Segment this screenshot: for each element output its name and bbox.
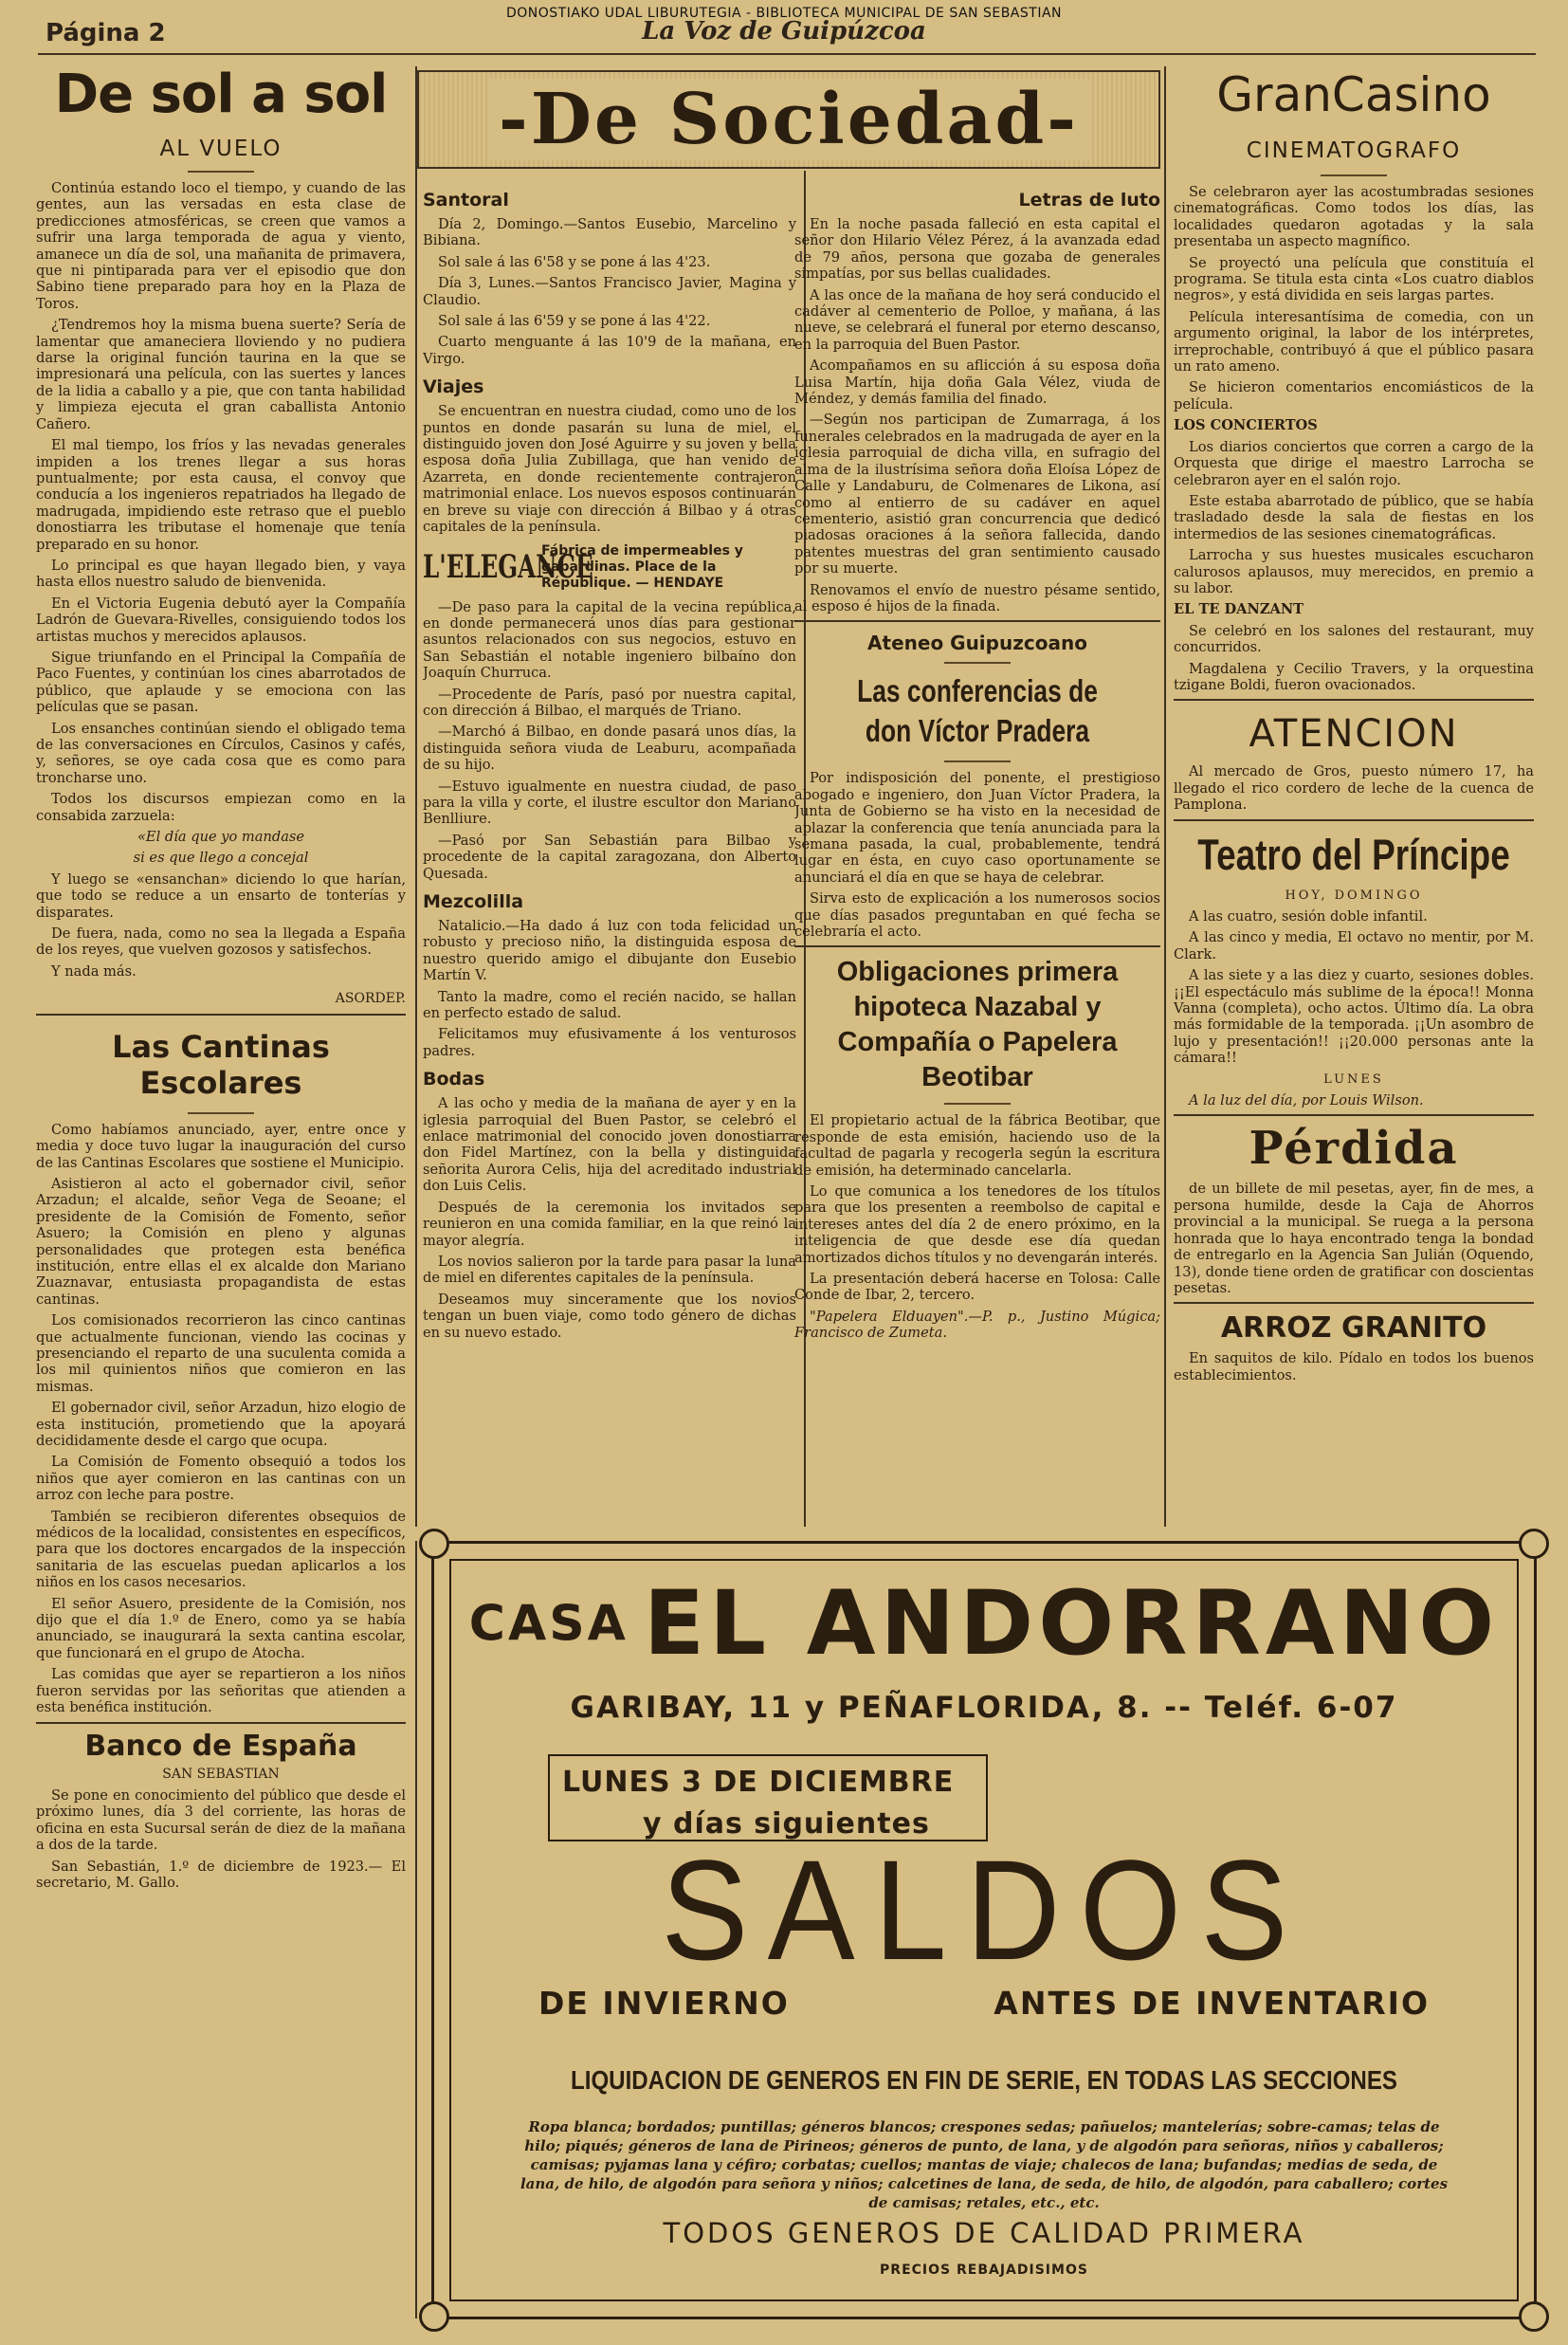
article-paragraph: Se proyectó una película que constituía el programa. Se titula esta cinta «Los cuatro diablos negros», y está dividida en seis largas partes. <box>1174 254 1534 304</box>
article-paragraph: Sol sale á las 6'59 y se pone á las 4'22. <box>438 313 711 330</box>
ad-precios: PRECIOS REBAJADISIMOS <box>880 2263 1088 2278</box>
divider <box>188 171 254 173</box>
article-paragraph: Magdalena y Cecilio Travers, y la orquestina tzigane Boldi, fueron ovacionados. <box>1174 660 1534 693</box>
article-paragraph: Por indisposición del ponente, el prestigioso abogado e ingeniero, don Juan Víctor Pradera, la Junta de Gobierno se ha visto en la necesidad de aplazar la conferencia que tenía anunciada para la semana pasada, la cual, probablemente, tendrá lugar en ésta, en cuyo caso oportunamente se anunciará el día en que se haya de celebrar. <box>794 770 1160 886</box>
article-paragraph: Tanto la madre, como el recién nacido, se hallan en perfecto estado de salud. <box>423 988 796 1022</box>
article-paragraph: A las ocho y media de la mañana de ayer y en la iglesia parroquial del Buen Pastor, se celebró el enlace matrimonial del conocido joven donostiarra don Fidel Martínez, con la bella y distinguida señorita Aurora Celis, hija del acreditado industrial don Luis Celis. <box>423 1095 796 1195</box>
ad-saldos: SALDOS <box>661 1830 1307 1989</box>
article-paragraph: En el Victoria Eugenia debutó ayer la Compañía Ladrón de Guevara-Rivelles, consiguiendo todos los artistas muchos y merecidos aplausos. <box>36 595 406 645</box>
article-paragraph: De fuera, nada, como no sea la llegada a España de los reyes, que vuelven gozosos y satisfechos. <box>36 925 406 959</box>
ad-date-line-1: LUNES 3 DE DICIEMBRE <box>562 1766 955 1799</box>
article-paragraph: Renovamos el envío de nuestro pésame sentido, al esposo é hijos de la finada. <box>794 581 1160 614</box>
article-paragraph: Los novios salieron por la tarde para pasar la luna de miel en diferentes capitales de la península. <box>423 1253 796 1287</box>
article-paragraph: Día 3, Lunes.—Santos Francisco Javier, Magina y Claudio. <box>423 275 796 308</box>
section-title-conferencias: Las conferencias de don Víctor Pradera <box>857 673 1098 749</box>
ad-calidad: TODOS GENEROS DE CALIDAD PRIMERA <box>663 2217 1305 2249</box>
ornament-corner <box>1519 1529 1549 1559</box>
article-paragraph: Al mercado de Gros, puesto número 17, ha llegado el rico cordero de leche de la cuenca de Pamplona. <box>1174 763 1534 814</box>
article-paragraph: Y luego se «ensanchan» diciendo lo que harían, que todo se reduce a un ensarto de tonterías y disparates. <box>36 870 406 921</box>
article-paragraph: Acompañamos en su aflicción á su esposa doña Luisa Martín, hija doña Gala Vélez, viuda de Méndez, y demás familia del finado. <box>794 357 1160 408</box>
divider <box>1174 699 1534 701</box>
teatro-day: HOY, DOMINGO <box>1285 888 1423 903</box>
article-paragraph: Las comidas que ayer se repartieron a los niños fueron servidas por las señoritas que atienden a esta benéfica institución. <box>36 1666 406 1716</box>
section-subtitle-al-vuelo: AL VUELO <box>159 137 283 161</box>
ad-antes-inventario: ANTES DE INVENTARIO <box>994 1985 1430 2022</box>
article-paragraph: La Comisión de Fomento obsequió a todos los niños que ayer comieron en las cantinas con un arroz con leche para postre. <box>36 1454 406 1504</box>
article-paragraph: —Pasó por San Sebastián para Bilbao y procedente de la capital zaragozana, don Alberto Quesada. <box>423 832 796 882</box>
article-paragraph: Los ensanches continúan siendo el obligado tema de las conversaciones en Círculos, Casinos y cafés, y, señores, se oye cada cosa que es como para troncharse uno. <box>36 720 406 786</box>
article-paragraph: Asistieron al acto el gobernador civil, señor Arzadun; el alcalde, señor Vega de Seoane; el presidente de la Comisión de Fomento, señor Asuero; la Comisión en pleno y algunas personalidades que protegen esta benéfica institución, entre ellas el ex alcalde don Mariano Zuaznavar, entusiasta propagandista de estas cantinas. <box>36 1175 406 1308</box>
divider <box>944 662 1011 664</box>
section-title-atencion: ATENCION <box>1249 712 1459 757</box>
divider <box>944 1103 1011 1105</box>
article-paragraph: Se encuentran en nuestra ciudad, como uno de los puntos en donde pasarán su luna de miel, el distinguido joven don José Aguirre y su joven y bella esposa doña Julia Zubillaga, que han venido de Azarreta, en donde recientemente contrajeron matrimonial enlace. Los nuevos esposos continuarán en breve su viaje con dirección á Bilbao y á otras capitales de la península. <box>423 403 796 536</box>
article-paragraph: Se celebró en los salones del restaurant, muy concurridos. <box>1174 622 1534 656</box>
article-paragraph: —De paso para la capital de la vecina república, en donde permanecerá unos días para gestionar asuntos relacionados con sus negocios, estuvo en San Sebastián el notable ingeniero bilbaíno don Joaquín Churruca. <box>423 598 796 682</box>
article-paragraph: Lo principal es que hayan llegado bien, y vaya hasta ellos nuestro saludo de bienvenida. <box>36 557 406 591</box>
divider <box>1174 1302 1534 1304</box>
article-paragraph: Todos los discursos empiezan como en la consabida zarzuela: <box>36 791 406 824</box>
ad-headline <box>434 1572 1534 1676</box>
section-title-mezcolilla: Mezcolilla <box>423 891 524 912</box>
article-paragraph: ¿Tendremos hoy la misma buena suerte? Sería de lamentar que amaneciera lloviendo y no pudiera darse la original función taurina en la que se impresionará una película, con las suertes y lances de la lidia a caballo y a pie, que con tanta habilidad y limpieza ejecuta el gran caballista Antonio Cañero. <box>36 317 406 432</box>
ad-date-line-2: y días siguientes <box>643 1807 930 1841</box>
ad-casa: CASA <box>468 1595 629 1653</box>
divider <box>1174 819 1534 821</box>
column-2 <box>423 180 796 1527</box>
el-andorrano-advertisement <box>431 1541 1537 2319</box>
column-divider <box>415 66 417 1527</box>
archive-label: DONOSTIAKO UDAL LIBURUTEGIA - BIBLIOTECA MUNICIPAL DE SAN SEBASTIAN <box>505 6 1063 21</box>
article-paragraph: A las cinco y media, El octavo no mentir, por M. Clark. <box>1174 929 1534 962</box>
article-paragraph: El señor Asuero, presidente de la Comisión, nos dijo que el día 1.º de Enero, como ya se había anunciado, se inaugurará la sexta cantina escolar, que funcionará en el grupo de Atocha. <box>36 1595 406 1661</box>
article-paragraph: Después de la ceremonia los invitados se reunieron en una comida familiar, en la que reinó la mayor alegría. <box>423 1199 796 1249</box>
column-divider <box>1164 66 1166 1527</box>
divider <box>1174 1114 1534 1116</box>
article-paragraph: Deseamos muy sinceramente que los novios tengan un buen viaje, como todo género de dichas en su nuevo estado. <box>423 1291 796 1341</box>
article-paragraph: "Papelera Elduayen".—P. p., Justino Múgica; Francisco de Zumeta. <box>794 1308 1160 1342</box>
section-title-banco: Banco de España <box>84 1729 357 1763</box>
elegance-logo: L'ELEGANCE <box>423 548 593 586</box>
article-paragraph: Película interesantísima de comedia, con un argumento original, la labor de los intérpretes, irreprochable, contribuyó á que el público pasara un rato ameno. <box>1174 308 1534 376</box>
page-number: Página 2 <box>46 19 166 47</box>
section-subtitle-cinematografo: CINEMATOGRAFO <box>1246 138 1462 163</box>
section-title-arroz-granito: ARROZ GRANITO <box>1220 1311 1487 1346</box>
article-paragraph: Este estaba abarrotado de público, que se había trasladado desde la sala de fiestas en los intermedios de las sesiones cinematográficas. <box>1174 492 1534 542</box>
section-title-perdida: Pérdida <box>1249 1122 1459 1176</box>
section-title-cantinas: Las Cantinas Escolares <box>112 1028 330 1101</box>
section-title-de-sol-a-sol: De sol a sol <box>54 66 388 125</box>
article-paragraph: Felicitamos muy efusivamente á los venturosos padres. <box>423 1026 796 1059</box>
article-paragraph: Sigue triunfando en el Principal la Compañía de Paco Fuentes, y continúan los cines abarrotados de público, que aplaude y se emociona con las películas que se pasan. <box>36 649 406 716</box>
article-paragraph: Se hicieron comentarios encomiásticos de la película. <box>1174 379 1534 412</box>
article-paragraph: A las siete y a las diez y cuarto, sesiones dobles. ¡¡El espectáculo más sublime de la época!! Monna Vanna (completa), ocho actos. Último día. La obra más formidable de la temporada. ¡¡Un asombro de lujo y presentación!! ¡¡20.000 personas ante la cámara!! <box>1174 967 1534 1067</box>
article-paragraph: Sirva esto de explicación a los numerosos socios que días pasados preguntaban en qué fecha se celebraría el acto. <box>794 890 1160 940</box>
column-4 <box>1174 66 1534 1527</box>
article-paragraph: El propietario actual de la fábrica Beotibar, que responde de esta emisión, haciendo uso de la facultad de pagarla y recogerla según la escritura de emisión, ha determinado cancelarla. <box>794 1112 1160 1179</box>
elegance-advertisement <box>423 543 796 592</box>
ornament-corner <box>419 2301 449 2332</box>
article-paragraph: A las cuatro, sesión doble infantil. <box>1189 908 1428 925</box>
section-title-bodas: Bodas <box>423 1069 485 1090</box>
ad-liquidacion: LIQUIDACION DE GENEROS EN FIN DE SERIE, EN TODAS LAS SECCIONES <box>571 2065 1397 2095</box>
article-paragraph: Lo que comunica a los tenedores de los títulos para que los presenten a reembolso de capital e intereses antes del día 2 de enero próximo, en la inteligencia de que desde ese día quedan amortizados dichos títulos y no devengarán interés. <box>794 1183 1160 1266</box>
column-1 <box>36 66 406 2323</box>
article-paragraph: También se recibieron diferentes obsequios de médicos de la localidad, consistentes en específicos, para que los doctores encargados de la inspección sanitaria de las escuelas puedan aplicarlos a los niños en los casos necesarios. <box>36 1508 406 1591</box>
ad-address: GARIBAY, 11 y PEÑAFLORIDA, 8. -- Teléf. 6-07 <box>570 1691 1398 1725</box>
verse-line: si es que llego a concejal <box>133 850 309 867</box>
article-paragraph: A las once de la mañana de hoy será conducido el cadáver al cementerio de Polloe, y mañana, á las nueve, se celebrará el funeral por eterno descanso, en la parroquia del Buen Pastor. <box>794 286 1160 353</box>
article-paragraph: Los diarios conciertos que corren a cargo de la Orquesta que dirige el maestro Larrocha se celebraron ayer en el salón rojo. <box>1174 438 1534 488</box>
divider <box>36 1722 406 1724</box>
article-paragraph: Natalicio.—Ha dado á luz con toda felicidad un robusto y precioso niño, la distinguida esposa de nuestro querido amigo el dibujante don Eusebio Martín V. <box>423 918 796 984</box>
article-paragraph: Y nada más. <box>51 962 137 980</box>
article-signature: ASORDEP. <box>335 991 406 1007</box>
ad-store-name: EL ANDORRANO <box>643 1572 1500 1676</box>
de-sociedad-banner <box>417 70 1160 169</box>
article-paragraph: —Según nos participan de Zumarraga, á los funerales celebrados en la madrugada de ayer en la iglesia parroquial de dicha villa, en sufragio del alma de la ilustrísima señora doña Eloísa López de Calle y Landaburu, de Colmenares de Likona, así como al entierro de su cadáver en aquel cementerio, asistió gran concurrencia que dedicó piadosas oraciones á la señora fallecida, dando patentes muestras del gran sentimiento causado por su muerte. <box>794 412 1160 577</box>
divider <box>794 620 1160 622</box>
section-title-obligaciones: Obligaciones primera hipoteca Nazabal y Compañía o Papelera Beotibar <box>836 957 1119 1093</box>
ornament-corner <box>419 1529 449 1559</box>
ad-product-list: Ropa blanca; bordados; puntillas; géneros blancos; crespones sedas; pañuelos; mantelerías; sobre-camas; telas de hilo; piqués; géneros de lana de Pirineos; géneros de punto, de lana, y de algodón para señoras, niños y caballeros; camisas; pyjamas lana y céfiro; corbatas; cuellos; mantas de viaje; chalecos de lana; bufandas; medias de seda, de lana, de hilo, de algodón para señora y niños; calcetines de lana, de seda, de hilo, de algodón, para caballero; cortes de camisas; retales, etc., etc. <box>520 2118 1449 2211</box>
column-divider <box>415 1541 417 2318</box>
banco-city: SAN SEBASTIAN <box>162 1766 280 1782</box>
divider <box>794 945 1160 947</box>
divider <box>188 1112 254 1114</box>
article-paragraph: Se celebraron ayer las acostumbradas sesiones cinematográficas. Como todos los días, las localidades quedaron agotadas y la sala presentaba un aspecto magnífico. <box>1174 184 1534 250</box>
section-title-gran-casino: GranCasino <box>1216 67 1491 122</box>
ad-de-invierno: DE INVIERNO <box>538 1985 790 2022</box>
article-paragraph: Cuarto menguante á las 10'9 de la mañana, en Virgo. <box>423 334 796 367</box>
divider <box>1321 174 1387 176</box>
article-paragraph: de un billete de mil pesetas, ayer, fin de mes, a persona humilde, desde la Caja de Ahorros provincial a la municipal. Se ruega a la persona honrada que lo haya encontrado tenga la bondad de entregarlo en la Agencia San Julián (Oquendo, 13), donde tiene orden de gratificar con doscientas pesetas. <box>1174 1181 1534 1296</box>
article-paragraph: El mal tiempo, los fríos y las nevadas generales impiden a los trenes llegar a sus horas puntualmente; por esta causa, el convoy que conducía a los ingenieros repatriados ha llegado de madrugada, impidiendo este retraso que el pueblo donostiarra les tributase el homenaje que tenía preparado en su honor. <box>36 437 406 553</box>
subsection-label: LOS CONCIERTOS <box>1174 417 1318 434</box>
newspaper-name: La Voz de Guipúzcoa <box>642 17 926 46</box>
article-paragraph: Continúa estando loco el tiempo, y cuando de las gentes, aun las versadas en esta clase de predicciones atmosféricas, se creen que vamos a sufrir una larga temporada de agua y viento, amanece un día de sol, una mañanita de primavera, que ni pintiparada para ver el episodio que don Sabino tiene preparado para hoy en la Plaza de Toros. <box>36 180 406 312</box>
section-title-teatro: Teatro del Príncipe <box>1197 830 1510 879</box>
section-title-ateneo: Ateneo Guipuzcoano <box>867 632 1087 655</box>
article-paragraph: El gobernador civil, señor Arzadun, hizo elogio de esta institución, prometiendo que la apoyará decididamente desde el cargo que ocupa. <box>36 1400 406 1449</box>
de-sociedad-title: -De Sociedad- <box>487 79 1090 160</box>
column-3 <box>794 180 1160 1527</box>
ornament-corner <box>1519 2301 1549 2332</box>
article-paragraph: —Procedente de París, pasó por nuestra capital, con dirección á Bilbao, el marqués de Triano. <box>423 686 796 719</box>
article-paragraph: Los comisionados recorrieron las cinco cantinas que actualmente funcionan, viendo las cocinas y presenciando el reparto de una suculenta comida a los mil quinientos niños que comieron en las mismas. <box>36 1312 406 1395</box>
article-paragraph: Larrocha y sus huestes musicales escucharon calurosos aplausos, muy merecidos, en premio a su labor. <box>1174 547 1534 596</box>
section-title-letras-de-luto: Letras de luto <box>1018 190 1160 211</box>
article-paragraph: En saquitos de kilo. Pídalo en todos los buenos establecimientos. <box>1174 1350 1534 1383</box>
elegance-text: Fábrica de impermeables y gabardinas. Place de la République. — HENDAYE <box>541 542 743 591</box>
article-paragraph: San Sebastián, 1.º de diciembre de 1923.— El secretario, M. Gallo. <box>36 1858 406 1891</box>
article-paragraph: —Marchó á Bilbao, en donde pasará unos días, la distinguida señora viuda de Leaburu, acompañada de su hijo. <box>423 724 796 774</box>
article-paragraph: Como habíamos anunciado, ayer, entre once y media y doce tuvo lugar la inauguración del curso de las Cantinas Escolares que sostiene el Municipio. <box>36 1121 406 1171</box>
article-paragraph: Sol sale á las 6'58 y se pone á las 4'23. <box>438 253 711 270</box>
article-paragraph: La presentación deberá hacerse en Tolosa: Calle Conde de Ibar, 2, tercero. <box>794 1271 1160 1304</box>
verse-line: «El día que yo mandase <box>137 829 305 846</box>
article-paragraph: —Estuvo igualmente en nuestra ciudad, de paso para la villa y corte, el ilustre escultor don Mariano Benlliure. <box>423 778 796 828</box>
subsection-label: EL TE DANZANT <box>1174 601 1304 618</box>
article-paragraph: A la luz del día, por Louis Wilson. <box>1189 1092 1424 1109</box>
divider <box>36 1014 406 1016</box>
divider <box>944 760 1011 762</box>
section-title-viajes: Viajes <box>423 376 484 398</box>
section-title-santoral: Santoral <box>423 190 509 211</box>
article-paragraph: Se pone en conocimiento del público que desde el próximo lunes, día 3 del corriente, las horas de oficina en esta Sucursal serán de diez de la mañana a dos de la tarde. <box>36 1786 406 1854</box>
teatro-lunes: LUNES <box>1323 1072 1384 1087</box>
article-paragraph: En la noche pasada falleció en esta capital el señor don Hilario Vélez Pérez, á la avanzada edad de 79 años, persona que gozaba de generales simpatías, por sus bellas cualidades. <box>794 216 1160 283</box>
header-rule <box>38 53 1536 55</box>
article-paragraph: Día 2, Domingo.—Santos Eusebio, Marcelino y Bibiana. <box>423 216 796 249</box>
